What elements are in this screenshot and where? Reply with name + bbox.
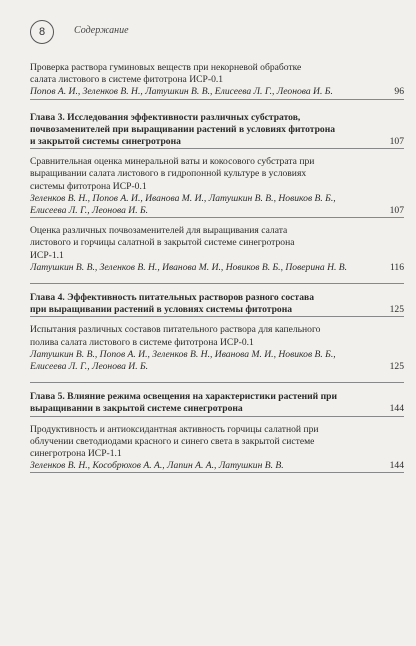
entry-title-line: Проверка раствора гуминовых веществ при некорневой обработке [30,62,302,73]
entry-page-number: 107 [389,205,404,217]
entry-title-line: листового и горчицы салатной в закрытой системе синегротрона [30,237,295,249]
entry-title-line: салата листового в системе фитотрона ИСР-0.1 [30,74,224,86]
toc-entry-chapter[interactable] [30,283,404,320]
entry-title-line: Испытания различных составов питательного раствора для капельного [30,324,321,336]
table-of-contents [30,58,404,476]
chapter-title-line: Глава 5. Влияние режима освещения на характеристики растений при [30,391,337,403]
chapter-title-line: выращивании в закрытой системе синегротрона [30,403,243,415]
entry-page-number: 125 [389,304,404,316]
entry-authors: Зеленков В. Н., Кособрюхов А. А., Лапин А. А., Латушкин В. В. [30,460,284,472]
chapter-title-line: при выращивании растений в условиях системы фитотрона [30,304,293,316]
entry-title-line: Продуктивность и антиоксидантная активность горчицы салатной при [30,423,319,435]
entry-authors: Латушкин В. В., Попов А. И., Зеленков В. Н., Иванова М. И., Новиков В. Б., [30,348,336,360]
entry-title-line: Сравнительная оценка минеральной ваты и кокосового субстрата при [30,156,315,168]
entry-title-line: выращивании салата листового в гидропонной культуре в условиях [30,168,307,180]
toc-entry-article[interactable] [30,152,404,221]
page-number: 8 [38,26,46,38]
page-header [0,0,416,50]
entry-authors: Попов А. И., Зеленков В. Н., Латушкин В. В., Елисеева Л. Г., Леонова И. Б. [30,86,333,98]
entry-authors: Елисеева Л. Г., Леонова И. Б. [30,361,149,373]
chapter-title-line: Глава 4. Эффективность питательных растворов разного состава [30,292,315,304]
entry-authors: Зеленков В. Н., Попов А. И., Иванова М. И., Латушкин В. В., Новиков В. Б., [30,192,336,204]
toc-entry-article[interactable] [30,58,404,103]
chapter-title-line: Глава 3. Исследования эффективности различных субстратов, [30,111,301,123]
page-number-badge [30,20,54,44]
running-header-title: Содержание [74,25,129,36]
toc-entry-article[interactable] [30,420,404,477]
toc-entry-chapter[interactable] [30,109,404,153]
entry-page-number: 107 [389,136,404,148]
entry-title-line: Оценка различных почвозаменителей для выращивания салата [30,225,288,237]
entry-page-number: 116 [389,261,404,273]
entry-title-line: синегротрона ИСР-1.1 [30,448,122,460]
chapter-title-line: почвозаменителей при выращивании растений в условиях фитотрона [30,123,336,135]
entry-title-line: облучении светодиодами красного и синего света в закрытой системе [30,435,315,447]
entry-authors: Латушкин В. В., Зеленков В. Н., Иванова М. И., Новиков В. Б., Поверина Н. В. [30,261,348,273]
entry-title-line: системы фитотрона ИСР-0.1 [30,180,147,192]
toc-entry-article[interactable] [30,320,404,376]
chapter-title-line: и закрытой системы синегротрона [30,136,181,148]
entry-page-number: 96 [394,86,404,98]
entry-authors: Елисеева Л. Г., Леонова И. Б. [30,205,149,217]
toc-entry-article[interactable] [30,221,404,277]
entry-page-number: 125 [389,361,404,373]
entry-page-number: 144 [389,403,404,415]
entry-title-line: полива салата листового в системе фитотрона ИСР-0.1 [30,336,254,348]
entry-title-line: ИСР-1.1 [30,249,64,261]
entry-page-number: 144 [389,460,404,472]
toc-entry-chapter[interactable] [30,382,404,419]
